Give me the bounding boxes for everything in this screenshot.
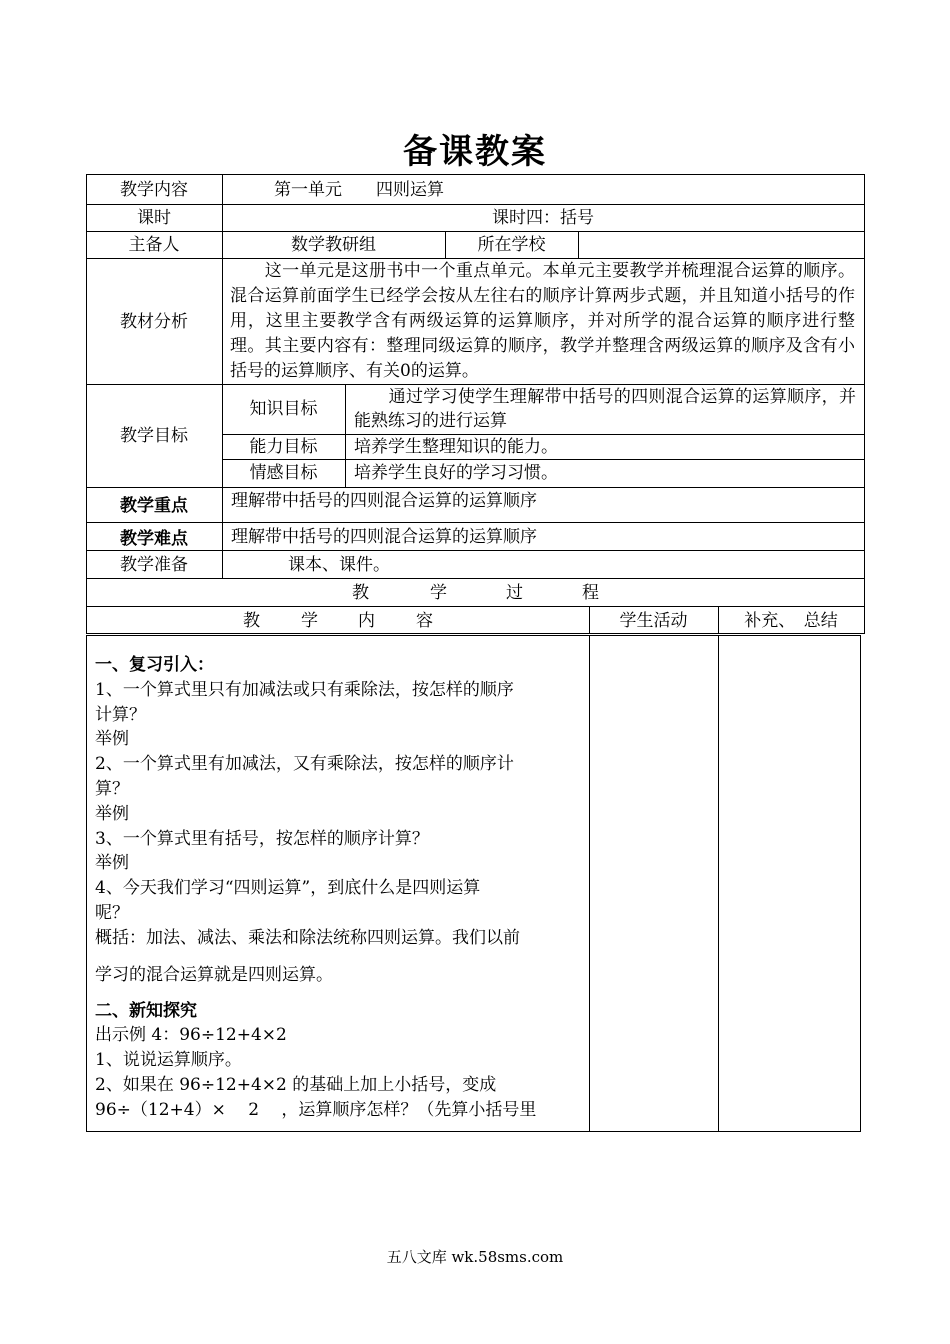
focus-value: 理解带中括号的四则混合运算的运算顺序	[231, 491, 537, 511]
period-value: 课时四：括号	[492, 208, 594, 228]
ability-goal-text: 培养学生整理知识的能力。	[354, 437, 558, 457]
goals-label: 教学目标	[120, 426, 188, 446]
preparer-value: 数学教研组	[291, 235, 376, 255]
preparer-label: 主备人	[128, 235, 180, 255]
analysis-label: 教材分析	[120, 312, 188, 332]
footer-watermark: 五八文库 wk.58sms.com	[386, 1248, 564, 1266]
difficulty-value: 理解带中括号的四则混合运算的运算顺序	[231, 527, 537, 547]
body-line: 出示例 4：96÷12+4×2	[95, 1025, 287, 1045]
process-char: 程	[582, 583, 599, 603]
emotion-goal-text: 培养学生良好的学习习惯。	[354, 463, 558, 483]
content-label: 教学内容	[120, 180, 188, 200]
new-heading: 二、新知探究	[95, 1001, 197, 1021]
analysis-text: 这一单元是这册书中一个重点单元。本单元主要教学并梳理混合运算的顺序。混合运算前面学生已经学会按从左往右的顺序计算两步式题，并且知道小括号的作用，这里主要教学含有两级运算的运算顺序，并对所学的混合运算的顺序进行整理。其主要内容有：整理同级运算的顺序，教学并整理含两级运算的顺序及含有小括号的运算顺序、有关0的运算。	[230, 261, 855, 381]
student-activity-header: 学生活动	[619, 611, 688, 631]
body-line: 1、说说运算顺序。	[95, 1050, 242, 1070]
focus-label: 教学重点	[120, 496, 188, 516]
difficulty-label: 教学难点	[120, 529, 188, 549]
body-line: 举例	[95, 729, 129, 749]
body-line: 3、一个算式里有括号，按怎样的顺序计算？	[95, 829, 429, 849]
period-label: 课时	[137, 208, 171, 228]
body-line: 举例	[95, 804, 129, 824]
knowledge-goal-text: 通过学习使学生理解带中括号的四则混合运算的运算顺序，并能熟练习的进行运算	[354, 387, 856, 431]
body-line: 呢？	[95, 903, 129, 923]
body-line: 1、一个算式里只有加减法或只有乘除法，按怎样的顺序	[95, 680, 514, 700]
body-line: 概括：加法、减法、乘法和除法统称四则运算。我们以前	[95, 928, 520, 948]
process-char: 教	[352, 583, 369, 603]
body-line: 举例	[95, 853, 129, 873]
emotion-goal-label: 情感目标	[249, 463, 318, 483]
knowledge-goal-label: 知识目标	[249, 399, 318, 419]
body-line: 算？	[95, 779, 129, 799]
content-col-char: 学	[301, 611, 318, 631]
body-line: 计算？	[95, 705, 146, 725]
process-char: 过	[506, 583, 523, 603]
content-value: 第一单元 四则运算	[274, 180, 444, 200]
summary-header: 补充、 总结	[744, 611, 838, 631]
body-line: 2、一个算式里有加减法，又有乘除法，按怎样的顺序计	[95, 754, 514, 774]
body-line: 学习的混合运算就是四则运算。	[95, 965, 333, 985]
review-heading: 一、复习引入：	[95, 655, 214, 675]
school-label: 所在学校	[477, 235, 546, 255]
body-line: 2、如果在 96÷12+4×2 的基础上加上小括号，变成	[95, 1075, 497, 1095]
page-title: 备课教案	[403, 132, 547, 172]
preparation-label: 教学准备	[120, 555, 188, 575]
content-col-char: 容	[416, 611, 433, 631]
body-line: 96÷（12+4）× 2 ，运算顺序怎样？（先算小括号里	[95, 1100, 537, 1120]
content-col-char: 内	[358, 611, 375, 631]
content-col-char: 教	[243, 611, 260, 631]
body-line: 4、今天我们学习“四则运算”，到底什么是四则运算	[95, 878, 481, 898]
preparation-value: 课本、课件。	[288, 555, 390, 575]
process-char: 学	[430, 583, 447, 603]
ability-goal-label: 能力目标	[249, 437, 318, 457]
